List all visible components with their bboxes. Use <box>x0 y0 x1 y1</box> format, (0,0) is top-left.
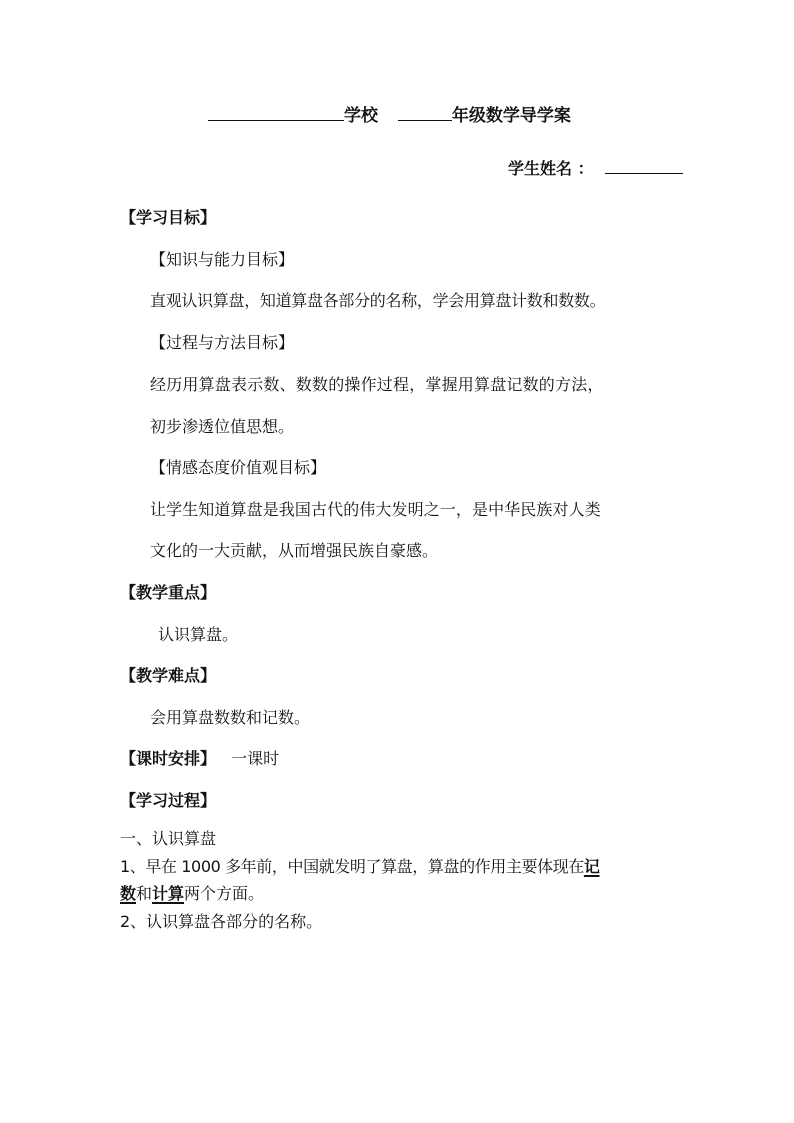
grade-blank[interactable] <box>398 104 452 121</box>
process-item-1-line-1 <box>120 857 599 877</box>
process-goal-text-1: 经历用算盘表示数、数数的操作过程，掌握用算盘记数的方法， <box>150 375 604 394</box>
grade-label: 年级数学导学案 <box>451 106 571 126</box>
knowledge-goal-text: 直观认识算盘，知道算盘各部分的名称，学会用算盘计数和数数。 <box>150 291 606 310</box>
schedule-heading: 【课时安排】 <box>120 749 217 768</box>
knowledge-goal-heading: 【知识与能力目标】 <box>150 250 295 269</box>
school-blank[interactable] <box>208 104 344 121</box>
underlined-keyword-record-part2: 数 <box>120 884 137 903</box>
process-section-1: 一、认识算盘 <box>120 829 217 848</box>
underlined-keyword-calculate: 计算 <box>152 884 185 903</box>
student-name-blank[interactable] <box>605 157 683 174</box>
process-item-1-line-2 <box>120 884 264 904</box>
difficulty-heading: 【教学难点】 <box>120 666 217 685</box>
process-item-1-text: 1、早在 1000 多年前，中国就发明了算盘，算盘的作用主要体现在 <box>120 857 584 876</box>
emotion-goal-heading: 【情感态度价值观目标】 <box>150 458 327 477</box>
process-goal-text-2: 初步渗透位值思想。 <box>150 417 295 436</box>
student-name-label: 学生姓名 ： <box>508 159 594 178</box>
emotion-goal-text-2: 文化的一大贡献，从而增强民族自豪感。 <box>150 541 439 560</box>
process-heading: 【学习过程】 <box>120 791 217 810</box>
key-point-text: 认识算盘。 <box>158 625 239 644</box>
goals-heading: 【学习目标】 <box>120 208 217 227</box>
difficulty-text: 会用算盘数数和记数。 <box>150 708 311 727</box>
process-item-2: 2、认识算盘各部分的名称。 <box>120 912 323 931</box>
key-point-heading: 【教学重点】 <box>120 583 217 602</box>
school-label: 学校 <box>344 106 378 126</box>
schedule-row <box>120 749 279 769</box>
process-goal-heading: 【过程与方法目标】 <box>150 333 295 352</box>
process-item-1-and: 和 <box>136 884 153 903</box>
underlined-keyword-record-part1: 记 <box>583 857 600 876</box>
schedule-text: 一课时 <box>231 749 280 768</box>
document-title <box>208 104 571 126</box>
emotion-goal-text-1: 让学生知道算盘是我国古代的伟大发明之一，是中华民族对人类 <box>150 500 601 519</box>
process-item-1-end: 两个方面。 <box>184 884 265 903</box>
student-name-row <box>508 157 683 179</box>
